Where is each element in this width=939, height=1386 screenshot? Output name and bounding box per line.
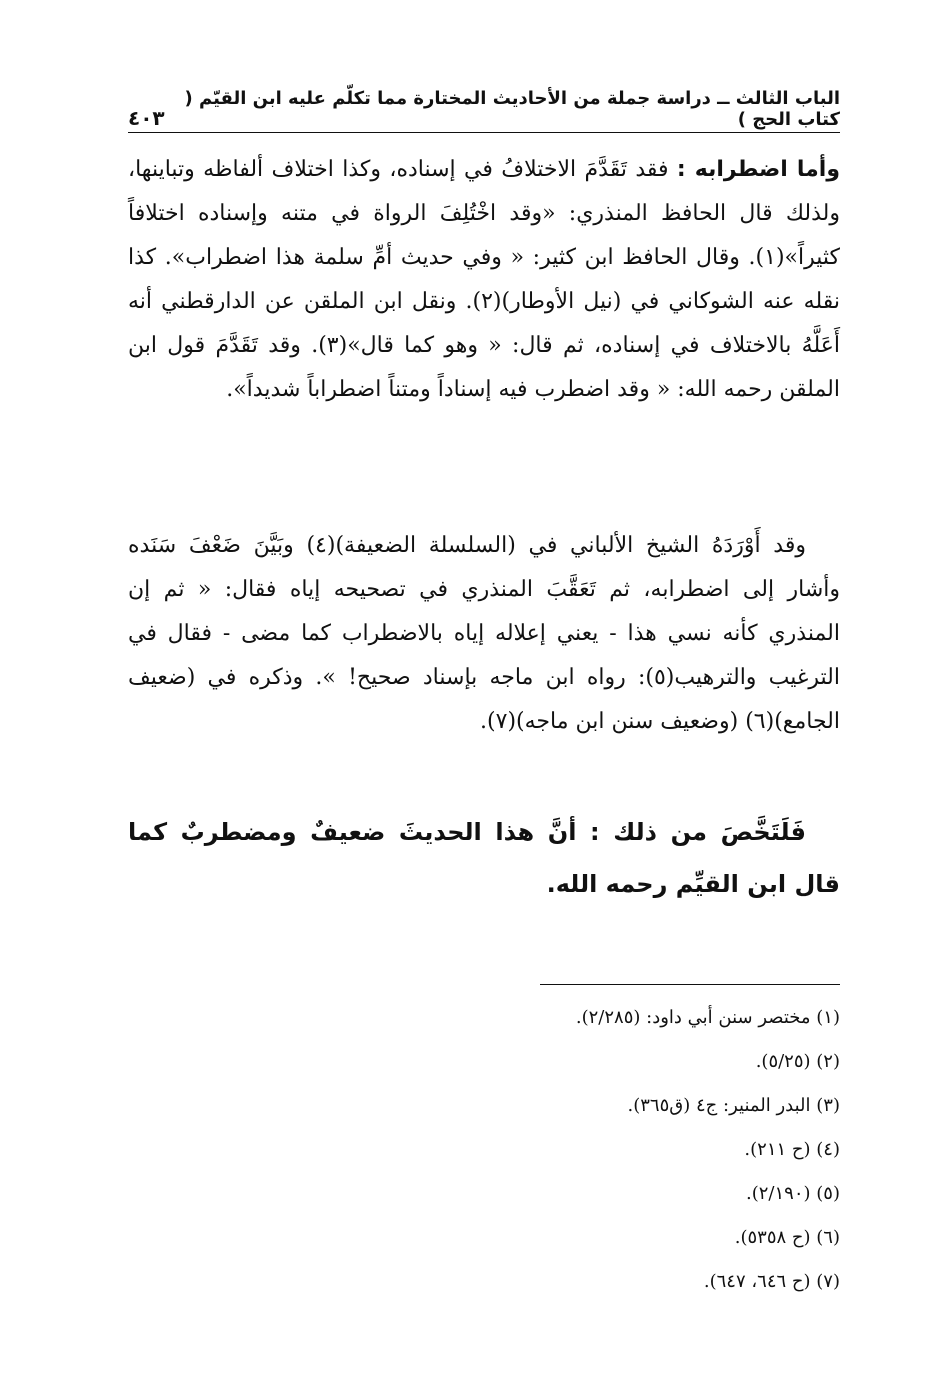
footnote-6: (٦) (ح ٥٣٥٨). xyxy=(734,1227,840,1248)
page-number: ٤٠٣ xyxy=(128,106,165,130)
footnote-7: (٧) (ح ٦٤٦، ٦٤٧). xyxy=(703,1271,840,1292)
paragraph-text: وقد أَوْرَدَهُ الشيخ الألباني في (السلسلة الضعيفة)(٤) وبَيَّنَ ضَعْفَ سَنَده وأشار إلى اضطرابه، ثم تَعَقَّبَ المنذري في تصحيحه إياه فقال: « ثم إن المنذري كأنه نسي هذا - يعني إعلاله إياه بالاضطراب كما مضى - فقال في الترغيب والترهيب(٥): رواه ابن ماجه بإسناد صحيح! ». وذكره في (ضعيف الجامع)(٦) (وضعيف سنن ابن ماجه)(٧). xyxy=(128,533,840,734)
page-header xyxy=(128,88,840,130)
paragraph-albani xyxy=(128,524,840,744)
paragraph-text: فقد تَقَدَّمَ الاختلافُ في إسناده، وكذا اختلاف ألفاظه وتباينها، ولذلك قال الحافظ المنذري: «وقد اخْتُلِفَ الرواة في متنه وإسناده اختلافاً كثيراً»(١). وقال الحافظ ابن كثير: « وفي حديث أمِّ سلمة هذا اضطراب». كذا نقله عنه الشوكاني في (نيل الأوطار)(٢). ونقل ابن الملقن عن الدارقطني أنه أَعَلَّهُ بالاختلاف في إسناده، ثم قال: « وهو كما قال»(٣). وقد تَقَدَّمَ قول ابن الملقن رحمه الله: « وقد اضطرب فيه إسناداً ومتناً اضطراباً شديداً». xyxy=(128,157,840,402)
paragraph-idtirab xyxy=(128,148,840,412)
footnote-1: (١) مختصر سنن أبي داود: (٢/٢٨٥). xyxy=(575,1007,840,1028)
footnote-4: (٤) (ح ٢١١). xyxy=(744,1139,840,1160)
footnote-divider xyxy=(540,984,840,985)
footnote-3: (٣) البدر المنير: ج٤ (ق٣٦٥). xyxy=(627,1095,840,1116)
footnotes xyxy=(400,996,840,1304)
running-title: الباب الثالث ــ دراسة جملة من الأحاديث المختارة مما تكلّم عليه ابن القيّم ( كتاب الحج ) xyxy=(184,88,840,130)
footnote-2: (٢) (٥/٢٥). xyxy=(755,1051,840,1072)
paragraph-conclusion xyxy=(128,806,840,910)
header-divider xyxy=(128,132,840,133)
conclusion-text: فَلَتَخَّصَ من ذلك : أنَّ هذا الحديثَ ضعيفٌ ومضطربٌ كما قال ابن القيِّم رحمه الله. xyxy=(128,818,840,898)
footnote-5: (٥) (٢/١٩٠). xyxy=(746,1183,840,1204)
paragraph-lead-heading: وأما اضطرابه : xyxy=(676,157,840,182)
